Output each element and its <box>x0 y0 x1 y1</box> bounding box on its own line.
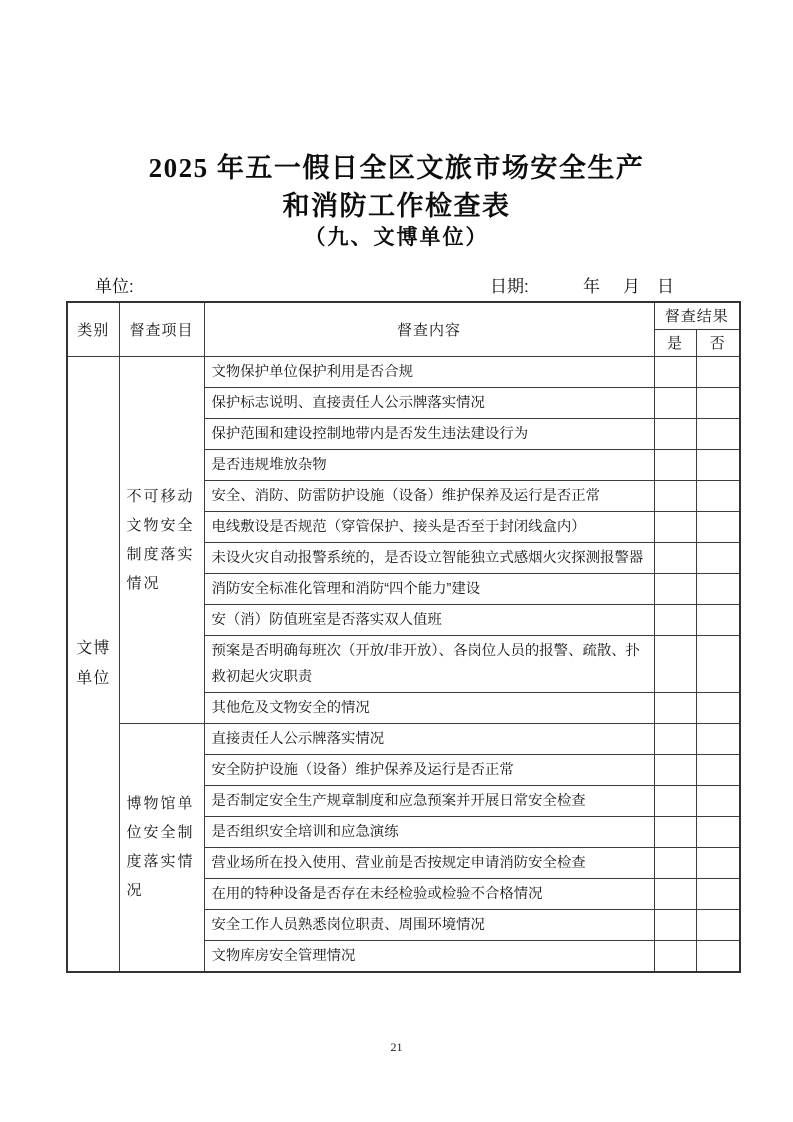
header-no: 否 <box>696 329 740 356</box>
inspection-table <box>66 301 741 973</box>
content-cell: 在用的特种设备是否存在未经检验或检验不合格情况 <box>204 878 654 909</box>
content-cell: 文物保护单位保护利用是否合规 <box>204 356 654 387</box>
header-yes: 是 <box>654 329 696 356</box>
result-no-cell <box>696 723 740 754</box>
result-yes-cell <box>654 816 696 847</box>
content-cell: 电线敷设是否规范（穿管保护、接头是否至于封闭线盒内） <box>204 511 654 542</box>
result-yes-cell <box>654 573 696 604</box>
content-cell: 是否违规堆放杂物 <box>204 449 654 480</box>
result-no-cell <box>696 511 740 542</box>
month-label: 月 <box>623 277 640 296</box>
result-yes-cell <box>654 723 696 754</box>
item-cell: 博物馆单位安全制度落实情况 <box>119 723 204 972</box>
content-cell: 安全工作人员熟悉岗位职责、周围环境情况 <box>204 909 654 940</box>
unit-label: 单位: <box>95 277 134 296</box>
content-cell: 安（消）防值班室是否落实双人值班 <box>204 604 654 635</box>
result-no-cell <box>696 573 740 604</box>
document-title-line2: 和消防工作检查表 <box>282 191 511 221</box>
header-row-1 <box>67 302 740 329</box>
content-cell: 文物库房安全管理情况 <box>204 940 654 972</box>
result-yes-cell <box>654 754 696 785</box>
result-no-cell <box>696 754 740 785</box>
result-yes-cell <box>654 542 696 573</box>
content-cell: 直接责任人公示牌落实情况 <box>204 723 654 754</box>
result-no-cell <box>696 604 740 635</box>
content-cell: 是否组织安全培训和应急演练 <box>204 816 654 847</box>
document-subtitle: （九、文博单位） <box>304 225 489 249</box>
item-cell: 不可移动文物安全制度落实情况 <box>119 356 204 723</box>
result-no-cell <box>696 785 740 816</box>
content-cell: 消防安全标准化管理和消防“四个能力”建设 <box>204 573 654 604</box>
result-yes-cell <box>654 480 696 511</box>
result-yes-cell <box>654 878 696 909</box>
date-label: 日期: <box>490 277 529 296</box>
content-cell: 是否制定安全生产规章制度和应急预案并开展日常安全检查 <box>204 785 654 816</box>
result-no-cell <box>696 418 740 449</box>
result-yes-cell <box>654 940 696 972</box>
content-cell: 安全防护设施（设备）维护保养及运行是否正常 <box>204 754 654 785</box>
result-no-cell <box>696 940 740 972</box>
result-no-cell <box>696 356 740 387</box>
result-yes-cell <box>654 511 696 542</box>
page-number: 21 <box>390 1040 403 1054</box>
content-cell: 其他危及文物安全的情况 <box>204 692 654 723</box>
result-yes-cell <box>654 785 696 816</box>
result-no-cell <box>696 816 740 847</box>
table-row <box>67 356 740 387</box>
result-yes-cell <box>654 909 696 940</box>
table-body <box>67 356 740 972</box>
header-content: 督查内容 <box>204 302 654 356</box>
content-cell: 保护标志说明、直接责任人公示牌落实情况 <box>204 387 654 418</box>
result-yes-cell <box>654 387 696 418</box>
result-yes-cell <box>654 604 696 635</box>
content-cell: 未设火灾自动报警系统的，是否设立智能独立式感烟火灾探测报警器 <box>204 542 654 573</box>
result-no-cell <box>696 847 740 878</box>
year-label: 年 <box>583 277 600 296</box>
result-no-cell <box>696 878 740 909</box>
result-yes-cell <box>654 847 696 878</box>
table-row <box>67 723 740 754</box>
result-yes-cell <box>654 692 696 723</box>
content-cell: 预案是否明确每班次（开放/非开放）、各岗位人员的报警、疏散、扑救初起火灾职责 <box>204 635 654 692</box>
result-yes-cell <box>654 418 696 449</box>
day-label: 日 <box>657 277 674 296</box>
meta-row <box>0 272 793 298</box>
result-no-cell <box>696 542 740 573</box>
result-yes-cell <box>654 635 696 692</box>
result-yes-cell <box>654 449 696 480</box>
result-no-cell <box>696 635 740 692</box>
header-result: 督查结果 <box>654 302 740 329</box>
result-no-cell <box>696 387 740 418</box>
result-no-cell <box>696 480 740 511</box>
category-cell: 文博单位 <box>67 356 119 972</box>
content-cell: 安全、消防、防雷防护设施（设备）维护保养及运行是否正常 <box>204 480 654 511</box>
content-cell: 营业场所在投入使用、营业前是否按规定申请消防安全检查 <box>204 847 654 878</box>
result-no-cell <box>696 692 740 723</box>
result-no-cell <box>696 909 740 940</box>
table-header <box>67 302 740 356</box>
header-item: 督查项目 <box>119 302 204 356</box>
document-title-line1: 2025 年五一假日全区文旅市场安全生产 <box>148 153 645 183</box>
result-yes-cell <box>654 356 696 387</box>
header-category: 类别 <box>67 302 119 356</box>
content-cell: 保护范围和建设控制地带内是否发生违法建设行为 <box>204 418 654 449</box>
result-no-cell <box>696 449 740 480</box>
